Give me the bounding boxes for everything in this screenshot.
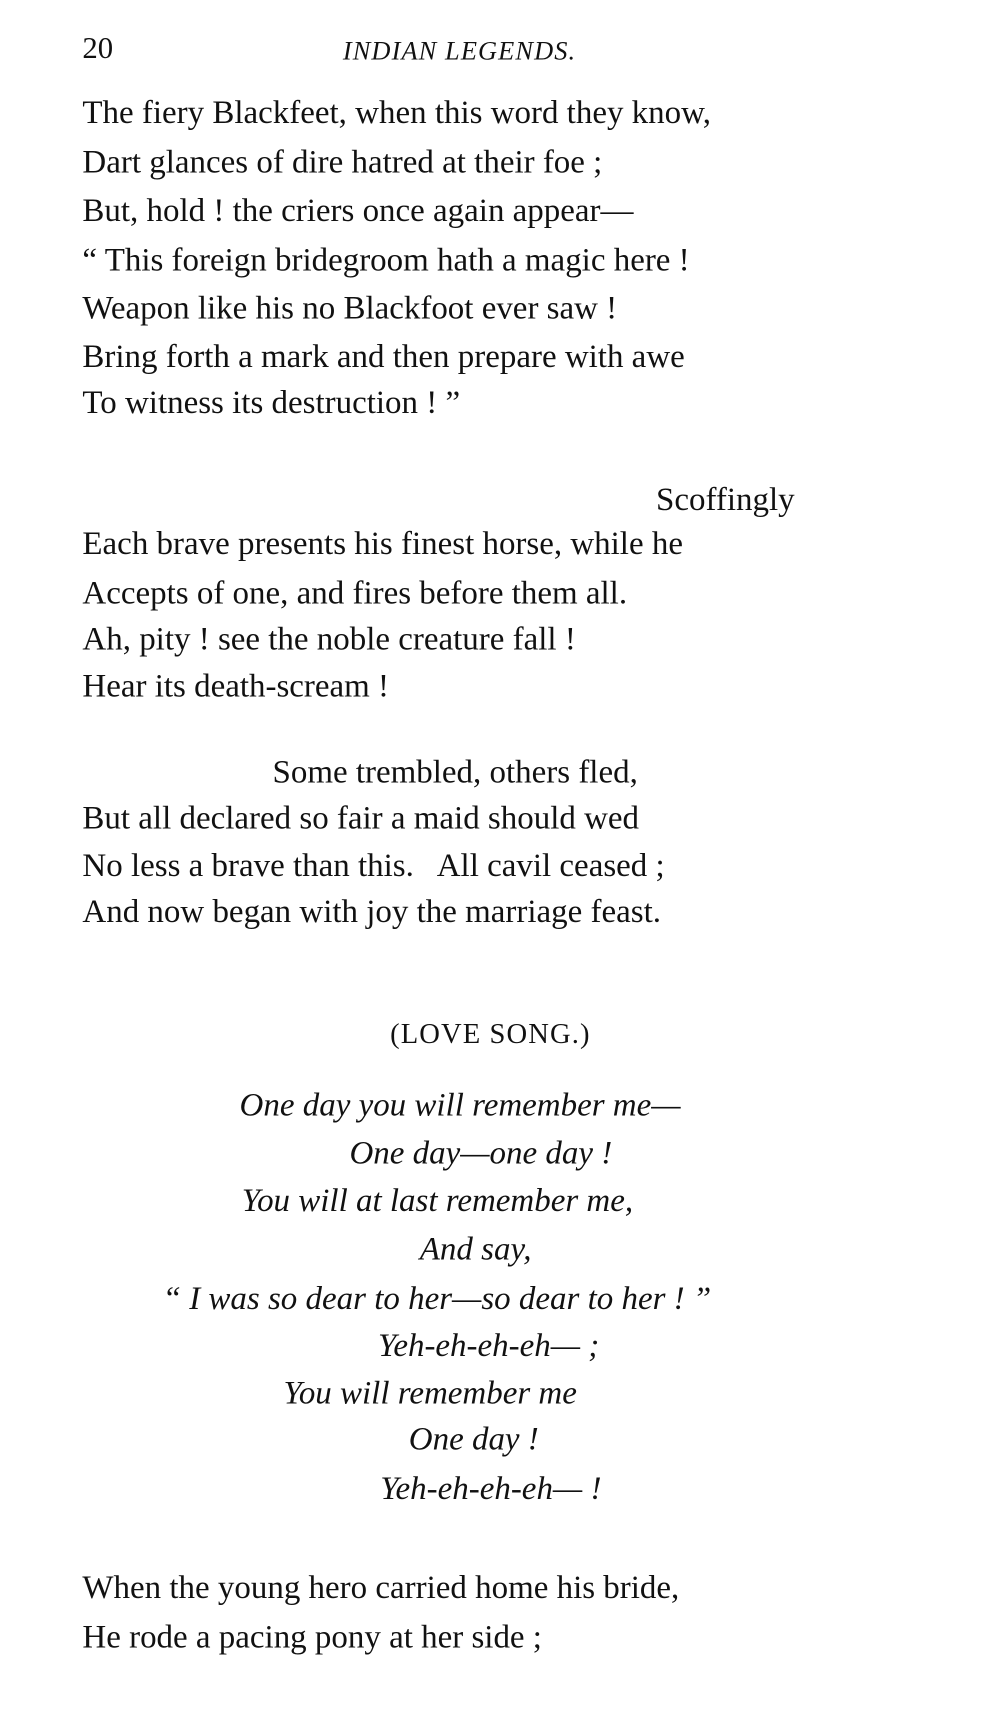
- verse-line: Weapon like his no Blackfoot ever saw !: [82, 290, 618, 327]
- verse-line: He rode a pacing pony at her side ;: [82, 1618, 542, 1655]
- verse-line: And now began with joy the marriage feast.: [82, 893, 662, 930]
- song-line: One day—one day !: [349, 1135, 613, 1172]
- song-line: And say,: [419, 1230, 532, 1268]
- song-line: You will remember me: [283, 1374, 577, 1411]
- verse-line: Each brave presents his finest horse, while he: [82, 525, 683, 562]
- verse-line: “ This foreign bridegroom hath a magic here !: [82, 241, 690, 279]
- verse-line: Ah, pity ! see the noble creature fall !: [82, 620, 576, 658]
- verse-line: Some trembled, others fled,: [272, 753, 638, 791]
- song-line: Yeh-eh-eh-eh— !: [380, 1470, 602, 1507]
- verse-line: No less a brave than this. All cavil ceased ;: [82, 847, 665, 884]
- verse-line: But, hold ! the criers once again appear—: [82, 192, 634, 229]
- song-line: Yeh-eh-eh-eh— ;: [378, 1327, 600, 1364]
- song-line: You will at last remember me,: [241, 1182, 634, 1219]
- verse-line: Scoffingly: [656, 481, 795, 518]
- verse-line: Dart glances of dire hatred at their foe ;: [82, 143, 603, 181]
- verse-line: But all declared so fair a maid should wed: [82, 799, 640, 837]
- song-title: (LOVE SONG.): [390, 1017, 591, 1050]
- verse-line: Accepts of one, and fires before them all.: [82, 574, 628, 611]
- verse-line: Bring forth a mark and then prepare with awe: [82, 338, 685, 375]
- song-line: One day !: [408, 1420, 539, 1458]
- song-line: One day you will remember me—: [239, 1086, 681, 1124]
- song-line: “ I was so dear to her—so dear to her ! ”: [162, 1280, 712, 1317]
- verse-line: The fiery Blackfeet, when this word they know,: [82, 94, 712, 131]
- verse-line: When the young hero carried home his bride,: [82, 1569, 680, 1606]
- running-title: INDIAN LEGENDS.: [342, 37, 577, 66]
- verse-line: Hear its death-scream !: [82, 668, 390, 705]
- verse-line: To witness its destruction ! ”: [82, 384, 461, 421]
- page-number: 20: [82, 31, 114, 66]
